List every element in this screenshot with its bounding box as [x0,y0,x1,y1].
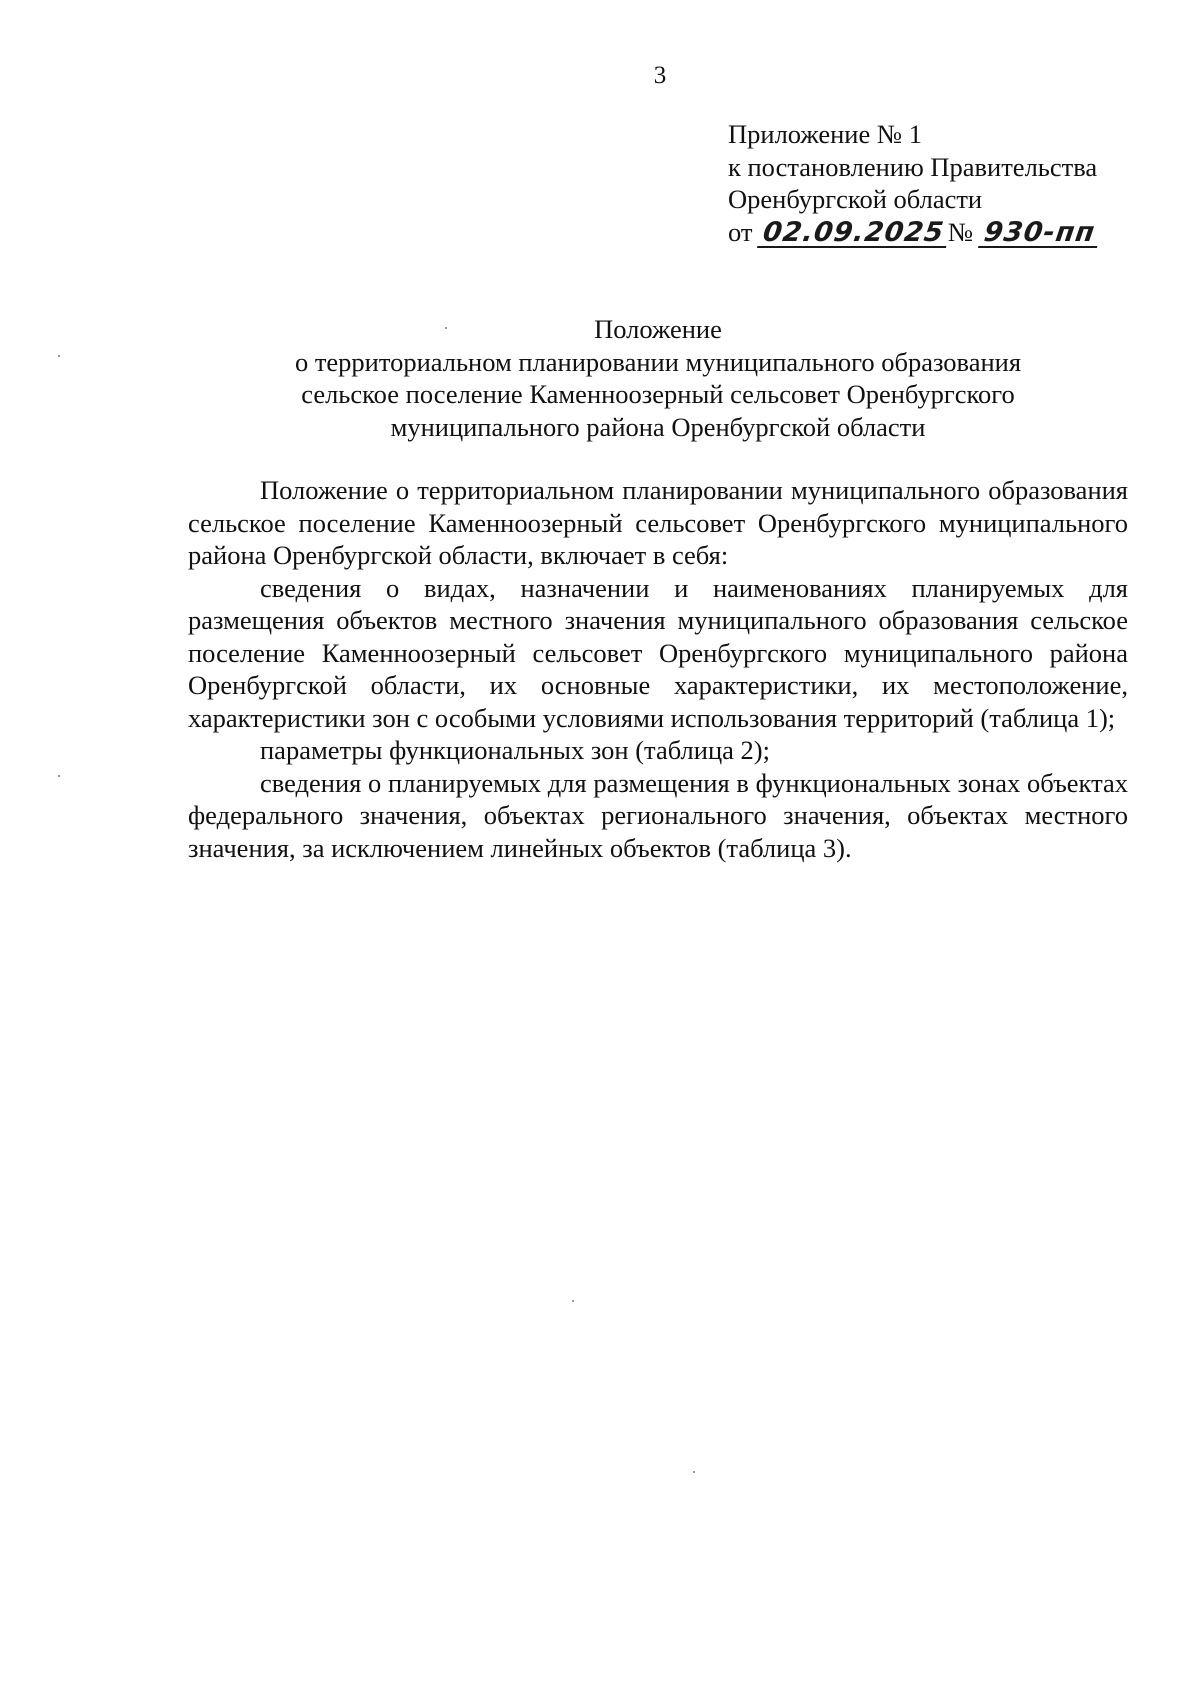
appendix-header [728,118,1168,248]
scan-speck [693,1471,695,1473]
page-number: 3 [653,62,667,89]
paragraph-table-1: сведения о видах, назначении и наименованиях планируемых для размещения объектов местного значения муниципального образования сельское поселение Каменноозерный сельсовет Оренбургского муниципального района Оренбургской области, их основные характеристики, их местоположение, характеристики зон с особыми условиями использования территорий (таблица 1); [188,572,1128,733]
handwritten-number: 930-пп [978,220,1101,248]
handwritten-date: 02.09.2025 [757,220,950,248]
paragraph-intro: Положение о территориальном планировании муниципального образования сельское поселение Каменноозерный сельсовет Оренбургского муниципального района Оренбургской области, включает в себя: [188,475,1128,570]
paragraph-table-2: параметры функциональных зон (таблица 2); [260,735,770,765]
title-line-3: сельское поселение Каменноозерный сельсовет Оренбургского [301,379,1015,409]
appendix-region-line: Оренбургской области [728,184,983,214]
title-line-4: муниципального района Оренбургской области [390,411,926,442]
number-label: № [947,216,974,247]
scan-speck [572,1300,574,1302]
document-body [188,474,1128,864]
scan-speck [58,355,60,357]
scan-speck [445,327,447,329]
document-title [188,313,1128,443]
title-line-2: о территориальном планировании муниципального образования [294,346,1022,377]
appendix-date-number-line [728,216,1168,249]
scan-speck [58,775,60,777]
title-line-1: Положение [594,314,722,344]
from-label: от [728,216,753,247]
appendix-resolution-line: к постановлению Правительства [728,151,1098,182]
paragraph-table-3: сведения о планируемых для размещения в функциональных зонах объектах федерального значения, объектах регионального значения, объектах местного значения, за исключением линейных объектов (таблица 3). [188,767,1128,863]
appendix-title: Приложение № 1 [728,119,923,149]
